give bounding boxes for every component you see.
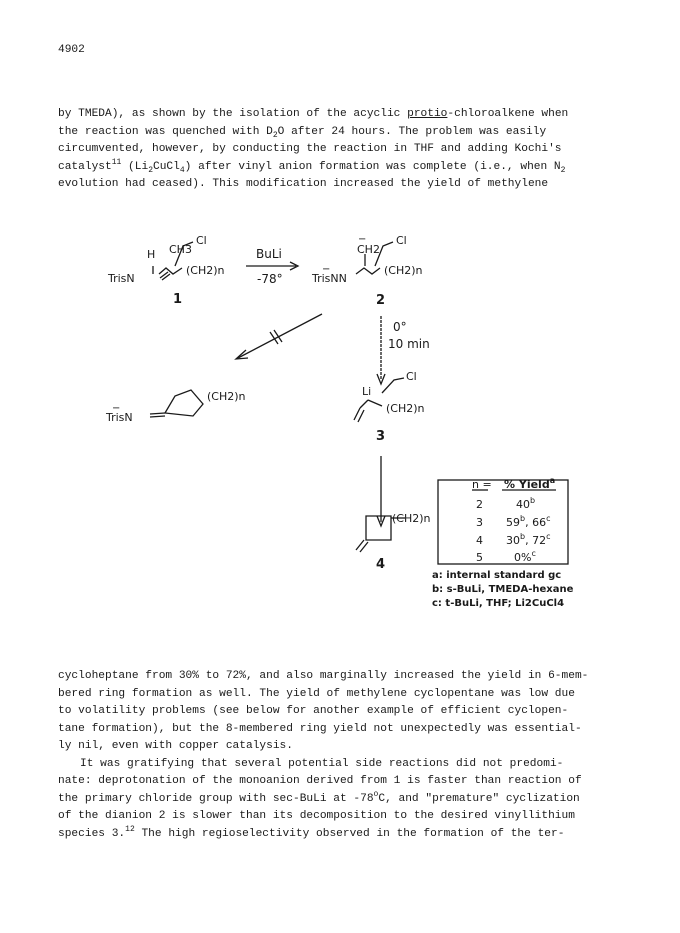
ch3-label: CH3 (169, 243, 192, 256)
text-line: by TMEDA), as shown by the isolation of the acyclic protio-chloroalkene when (58, 108, 569, 120)
table-footnote: c: t-BuLi, THF; Li2CuCl4 (432, 598, 565, 609)
ch2n-label: (CH2)n (384, 264, 423, 277)
trisnn-label: TrisNN (312, 272, 347, 285)
ch2-label: CH2 (357, 243, 380, 256)
trisn-label: TrisN (106, 411, 133, 424)
table-header-yield: % Yield$^a$ (504, 476, 556, 491)
compound-2-label: 2 (376, 293, 386, 308)
table-footnote: b: s-BuLi, TMEDA-hexane (432, 584, 574, 595)
h-label: H (147, 248, 156, 261)
table-footnote: a: internal standard gc (432, 570, 562, 581)
table-row-yield: 0%$^c$ (514, 549, 536, 564)
cl-label: Cl (396, 234, 407, 247)
page-number: 4902 (58, 44, 85, 56)
text-line: the reaction was quenched with $D_2O$ after 24 hours. The problem was easily (58, 125, 547, 140)
compound-4-label: 4 (376, 557, 386, 572)
table-row-yield: 30$^b$, 72$^c$ (506, 532, 551, 547)
table-header-n: n = (472, 478, 492, 491)
text-line: of the dianion 2 is slower than its decomposition to the desired vinyllithium (58, 810, 575, 822)
text-line: catalyst$^{11}$ $(Li_2CuCl_4)$ after vinyl anion formation was complete (i.e., when $N_2$ (58, 157, 566, 175)
table-row-n: 3 (476, 516, 483, 529)
ch2n-label: (CH2)n (392, 512, 431, 525)
compound-1-label: 1 (173, 292, 183, 307)
time-label: 10 min (388, 337, 430, 351)
text-line: cycloheptane from 30% to 72%, and also marginally increased the yield in 6-mem- (58, 670, 589, 682)
reaction-scheme (0, 228, 680, 628)
table-row-n: 4 (476, 534, 483, 547)
text-line: bered ring formation as well. The yield of methylene cyclopentane was low due (58, 687, 575, 700)
minus-sign: − (322, 264, 331, 275)
ch2n-label: (CH2)n (386, 402, 425, 415)
text-line: the primary chloride group with sec-BuLi at -78$^o$C, and "premature" cyclization (58, 789, 580, 805)
cl-label: Cl (406, 370, 417, 383)
table-row-yield: 59$^b$, 66$^c$ (506, 514, 551, 529)
yield-table (432, 476, 574, 609)
cl-label: Cl (196, 234, 207, 247)
compound-3-label: 3 (376, 429, 386, 444)
text-line: species 3.12 The high regioselectivity observed in the formation of the ter- (58, 824, 565, 840)
table-row-n: 5 (476, 551, 483, 564)
table-row-n: 2 (476, 498, 483, 511)
temp-0-label: 0° (393, 320, 407, 334)
text-line: nate: deprotonation of the monoanion derived from 1 is faster than reaction of (58, 775, 582, 787)
trisn-label: TrisN (108, 272, 135, 285)
ch2n-label: (CH2)n (186, 264, 225, 277)
text-line: ly nil, even with copper catalysis. (58, 740, 293, 752)
li-label: Li (362, 385, 372, 398)
text-line: to volatility problems (see below for another example of efficient cyclopen- (58, 705, 569, 717)
ch2n-label: (CH2)n (207, 390, 246, 403)
buli-label: BuLi (256, 247, 282, 261)
text-line: tane formation), but the 8-membered ring yield not unexpectedly was essential- (58, 722, 582, 735)
text-line: evolution had ceased). This modification increased the yield of methylene (58, 178, 549, 190)
minus-sign: − (358, 234, 367, 245)
paragraph-top (58, 106, 628, 194)
text-line: It was gratifying that several potential side reactions did not predomi- (80, 757, 564, 770)
text-line: circumvented, however, by conducting the reaction in THF and adding Kochi's (58, 143, 562, 155)
temp-label: -78° (257, 272, 283, 286)
minus-sign: − (112, 403, 121, 414)
paragraph-bottom (58, 668, 628, 843)
table-row-yield: 40$^b$ (516, 496, 536, 511)
